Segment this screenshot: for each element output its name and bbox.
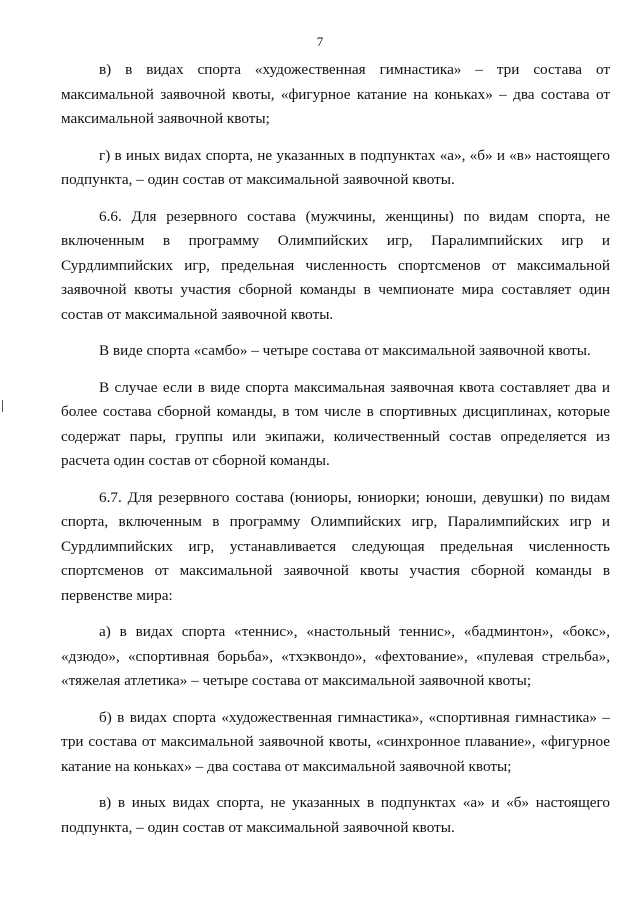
page-number: 7 — [316, 34, 324, 49]
paragraph-6-6: 6.6. Для резервного состава (мужчины, женщины) по видам спорта, не включенным в программу Олимпийских игр, Паралимпийских игр и Сурдлимпийских игр, предельная численность спортсменов от максимальной заявочной квоты участия сборной команды в чемпионате мира составляет один состав от максимальной заявочной квоты. — [61, 207, 610, 323]
paragraph-sambo: В виде спорта «самбо» – четыре состава от максимальной заявочной квоты. — [99, 342, 591, 359]
paragraph-item-a: а) в видах спорта «теннис», «настольный теннис», «бадминтон», «бокс», «дзюдо», «спортивная борьба», «тхэквондо», «фехтование», «пулевая стрельба», «тяжелая атлетика» – четыре состава от максимальной заявочной квоты; — [61, 623, 610, 689]
scan-margin-mark — [2, 400, 3, 412]
paragraph-6-7: 6.7. Для резервного состава (юниоры, юниорки; юноши, девушки) по видам спорта, включенным в программу Олимпийских игр, Паралимпийских игр и Сурдлимпийских игр, устанавливается следующая предельная численность спортсменов от максимальной заявочной квоты участия сборной команды в первенстве мира: — [61, 488, 610, 604]
paragraph-item-g: г) в иных видах спорта, не указанных в подпунктах «а», «б» и «в» настоящего подпункта, – один состав от максимальной заявочной квоты. — [61, 146, 610, 188]
paragraph-item-b: б) в видах спорта «художественная гимнастика», «спортивная гимнастика» – три состава от максимальной заявочной квоты, «синхронное плавание», «фигурное катание на коньках» – два состава от максимальной заявочной квоты; — [61, 708, 610, 775]
document-body — [61, 58, 610, 840]
paragraph-item-v2: в) в иных видах спорта, не указанных в подпунктах «а» и «б» настоящего подпункта, – один состав от максимальной заявочной квоты. — [61, 794, 610, 836]
paragraph-item-v: в) в видах спорта «художественная гимнастика» – три состава от максимальной заявочной квоты, «фигурное катание на коньках» – два состава от максимальной заявочной квоты; — [61, 61, 610, 127]
paragraph-quota-note: В случае если в виде спорта максимальная заявочная квота составляет два и более состава сборной команды, в том числе в спортивных дисциплинах, которые содержат пары, группы или экипажи, количественный состав определяется из расчета один состав от сборной команды. — [61, 378, 610, 469]
